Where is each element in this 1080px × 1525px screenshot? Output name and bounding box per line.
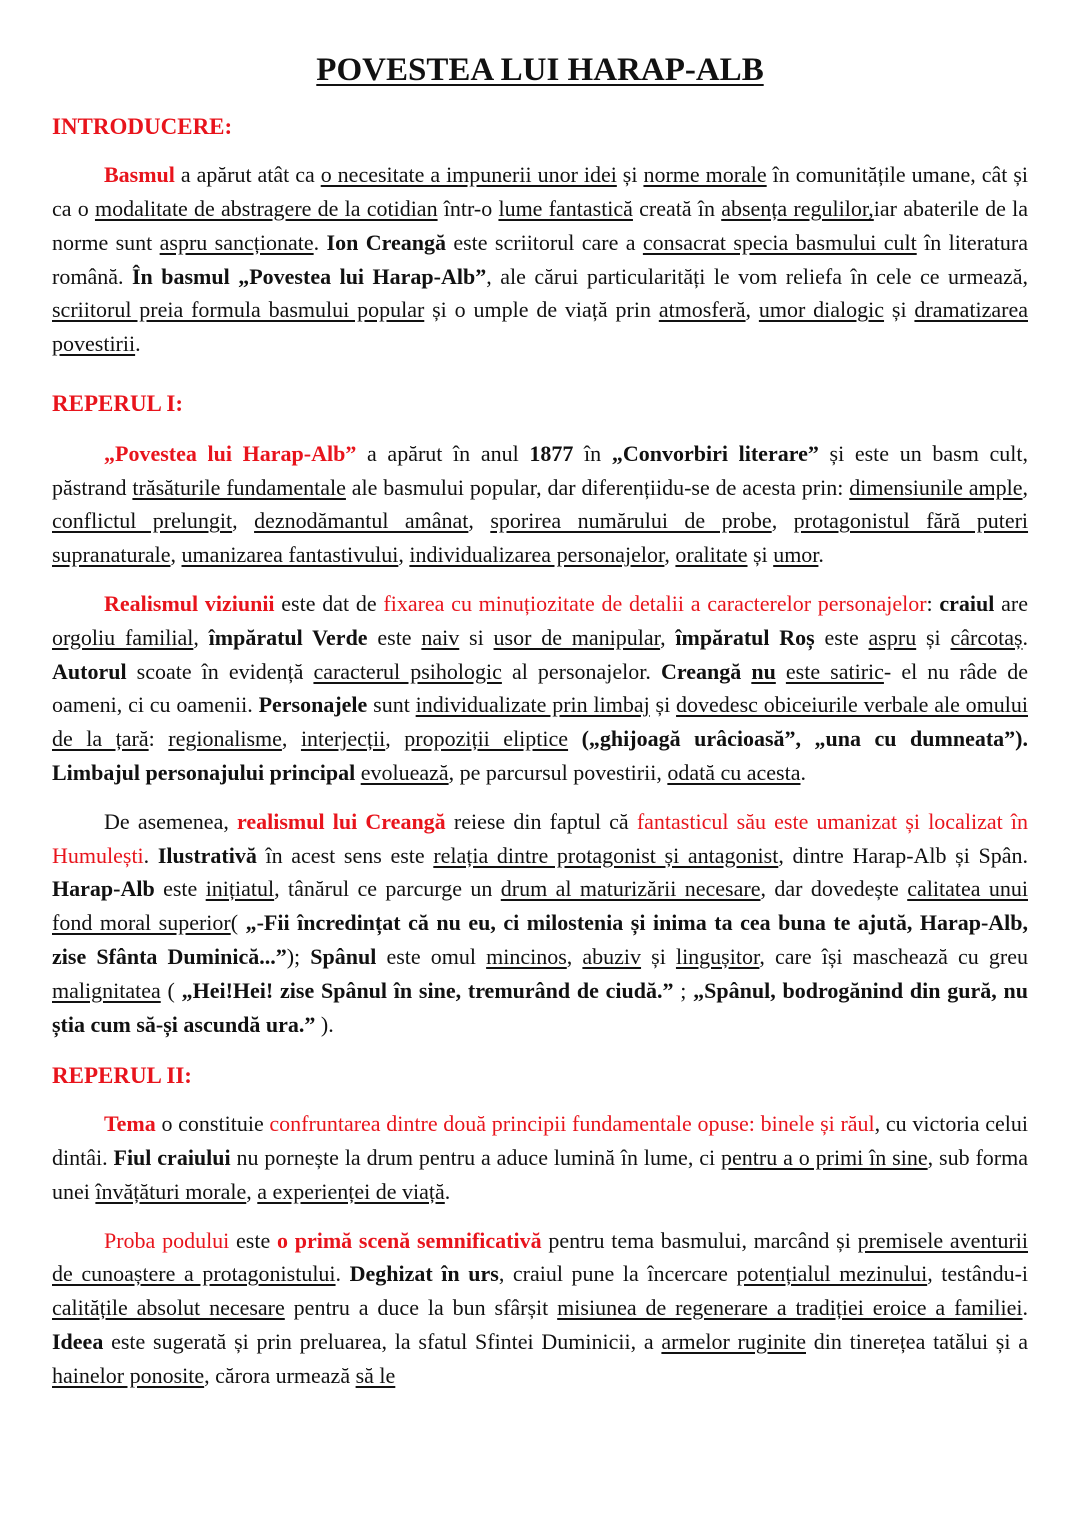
text-run: hainelor ponosite — [52, 1362, 205, 1388]
text-run: „Povestea lui Harap-Alb” — [104, 440, 357, 466]
text-run: Spânul — [310, 944, 377, 970]
text-run: lingușitor — [675, 944, 760, 970]
text-run: este — [154, 876, 206, 902]
text-run: , — [246, 1178, 258, 1204]
text-run: naiv — [421, 624, 460, 650]
text-run: Creangă — [660, 658, 742, 684]
text-run: („ghijoagă urâcioasă”, „una cu dumneata”). Limbajul personajului principal — [52, 726, 1028, 786]
text-run: usor de manipular — [493, 624, 661, 650]
text-run: , — [771, 508, 794, 534]
text-run: pentru a o primi în sine — [720, 1145, 928, 1171]
text-run: : — [926, 591, 940, 617]
text-run — [776, 659, 786, 684]
text-run: este sugerată și prin preluarea, la sfatul Sfintei Duminicii, a — [103, 1329, 662, 1355]
text-run: . — [135, 331, 141, 357]
text-run: atmosferă — [658, 297, 746, 323]
text-run: scriitorul preia formula basmului popular — [52, 297, 425, 323]
text-run: umor — [773, 542, 819, 568]
text-run: propoziții eliptice — [404, 726, 569, 752]
text-run: învățături morale — [95, 1178, 247, 1204]
text-run: nu — [751, 658, 776, 684]
text-run: a apărut în anul — [356, 440, 530, 466]
text-run: Realismul viziunii — [104, 591, 275, 617]
text-run: „Convorbiri literare” — [611, 440, 819, 466]
document-page — [52, 52, 1028, 1393]
text-run: este dat de — [274, 591, 384, 617]
text-run: drum al maturizării necesare — [500, 876, 761, 902]
paragraph-reperul-1-realism-creanga — [52, 805, 1028, 1042]
text-run: în comunitățile umane, cât și ca o — [52, 162, 1028, 221]
text-run: o primă scenă semnificativă — [276, 1227, 542, 1253]
text-run: și — [649, 692, 677, 718]
text-run: . — [800, 760, 806, 786]
text-run: , — [170, 542, 182, 568]
text-run: cârcotaș — [950, 624, 1023, 650]
text-run: Personajele — [258, 692, 368, 718]
text-run: are — [994, 591, 1028, 617]
text-run: , — [745, 297, 759, 323]
text-run: În basmul „Povestea lui Harap-Alb” — [131, 263, 487, 289]
text-run: evoluează — [360, 760, 449, 786]
text-run: ); — [286, 944, 311, 970]
text-run: o constituie — [155, 1111, 270, 1137]
text-run: împăratul Roș — [675, 624, 815, 650]
text-run: , dintre Harap-Alb și Spân. — [778, 842, 1029, 868]
text-run: este scriitorul care a — [445, 229, 643, 255]
text-run: interjecții — [300, 726, 386, 752]
text-run: lume fantastică — [498, 195, 633, 221]
text-run: în acest sens este — [256, 842, 434, 868]
text-run: individualizate prin limbaj — [415, 692, 650, 718]
text-run: Proba podului — [104, 1227, 230, 1253]
paragraph-introducere — [52, 158, 1028, 361]
text-run: Ideea — [52, 1329, 104, 1355]
text-run: în literatura română. — [52, 229, 1028, 289]
text-run: „-Fii încredințat că nu eu, ci milostenia și inima ta cea buna te ajută, Harap-Alb, zise Sfânta Duminică...” — [52, 910, 1029, 970]
text-run: : — [148, 726, 169, 752]
text-run: , — [398, 542, 410, 568]
text-run: scoate în evidență — [126, 658, 314, 684]
text-run: misiunea de regenerare a tradiției eroice a familiei — [557, 1295, 1023, 1321]
text-run: abuziv — [582, 944, 642, 970]
text-run: sporirea numărului de probe — [490, 508, 772, 534]
section-heading-introducere: INTRODUCERE: — [52, 114, 233, 140]
text-run: oralitate — [675, 542, 748, 568]
text-run: și — [616, 162, 644, 188]
text-run: ). — [315, 1011, 334, 1037]
text-run: confruntarea dintre două principii fundamentale opuse: binele și răul — [269, 1111, 875, 1137]
text-run: deznodămantul amânat — [254, 508, 469, 534]
text-run: iar abaterile de la norme sunt — [52, 195, 1029, 255]
text-run: într-o — [437, 195, 499, 221]
text-run: regionalisme — [168, 726, 282, 752]
text-run: și — [641, 944, 676, 970]
text-run: premisele aventurii de cunoaștere a protagonistului — [52, 1227, 1029, 1287]
text-run: realismul lui Creangă — [237, 808, 446, 834]
text-run: o necesitate a impunerii unor idei — [320, 162, 617, 188]
text-run: absența regulilor, — [721, 195, 874, 221]
text-run: Autorul — [52, 658, 127, 684]
text-run: a experienței de viață — [257, 1178, 445, 1204]
text-run: Ion Creangă — [326, 229, 446, 255]
text-run: Basmul — [104, 162, 175, 188]
text-run: reiese din faptul că — [445, 808, 637, 834]
text-run: umanizarea fantastivului — [181, 542, 399, 568]
text-run: din tinerețea tatălui și a — [806, 1329, 1028, 1355]
text-run — [741, 659, 751, 684]
text-run: calitățile absolut necesare — [52, 1295, 285, 1321]
text-run: norme morale — [643, 162, 767, 188]
text-run: , pe parcursul povestirii, — [448, 760, 668, 786]
text-run: consacrat specia basmului cult — [642, 229, 917, 255]
text-run: și — [747, 542, 774, 568]
text-run: este satiric — [785, 658, 884, 684]
text-run: - el nu râde de oameni, ci cu oamenii. — [52, 658, 1029, 718]
text-run: , craiul pune la încercare — [498, 1261, 737, 1287]
text-run: pentru a duce la bun sfârșit — [284, 1295, 558, 1321]
paragraph-reperul-2-tema — [52, 1107, 1028, 1208]
text-run: , — [193, 624, 209, 650]
paragraph-reperul-1-specie — [52, 437, 1028, 572]
text-run: să le — [355, 1362, 396, 1388]
text-run: mincinos — [486, 944, 567, 970]
text-run: , — [664, 542, 676, 568]
text-run: și — [916, 624, 951, 650]
text-run: umor dialogic — [758, 297, 885, 323]
section-heading-reperul-2: REPERUL II: — [52, 1063, 192, 1089]
text-run: ( — [160, 977, 182, 1003]
text-run: , tânărul ce parcurge un — [274, 876, 501, 902]
text-run: modalitate de abstragere de la cotidian — [94, 195, 438, 221]
text-run: . — [1022, 624, 1029, 650]
text-run: , — [660, 624, 676, 650]
text-run: dimensiunile ample — [849, 474, 1023, 500]
text-run: pentru tema basmului, marcând și — [541, 1227, 858, 1253]
text-run: nu pornește la drum pentru a aduce lumină în lume, ci — [230, 1145, 721, 1171]
text-run: „Hei!Hei! zise Spânul în sine, tremurând de ciudă.” — [181, 977, 674, 1003]
text-run: este omul — [376, 944, 487, 970]
text-run: , care își maschează cu greu — [759, 944, 1028, 970]
text-run: , dar dovedește — [760, 876, 908, 902]
text-run: , sub forma unei — [52, 1145, 1028, 1204]
text-run: Harap-Alb — [52, 876, 155, 902]
text-run: odată cu acesta — [667, 760, 801, 786]
text-run: . — [444, 1178, 451, 1204]
text-run: malignitatea — [52, 977, 161, 1003]
text-run: calitatea unui fond moral superior — [52, 876, 1028, 936]
text-run: individualizarea personajelor — [409, 542, 665, 568]
text-run: și o umple de viață prin — [424, 297, 659, 323]
text-run: , cărora urmează — [204, 1362, 356, 1388]
text-run: craiul — [939, 591, 995, 617]
section-heading-reperul-1: REPERUL I: — [52, 390, 183, 416]
text-run: , — [566, 944, 583, 970]
text-run: al personajelor. — [501, 658, 661, 684]
text-run: ( — [230, 910, 246, 936]
text-run: este — [229, 1227, 277, 1253]
text-run: dramatizarea povestirii — [52, 297, 1028, 357]
text-run: . — [143, 842, 158, 868]
text-run: , cu victoria celui dintâi. — [52, 1111, 1028, 1171]
text-run: . — [1022, 1295, 1029, 1321]
text-run: împăratul Verde — [208, 624, 368, 650]
text-run: Fiul craiului — [113, 1145, 231, 1171]
text-run: orgoliu familial — [52, 624, 194, 650]
text-run: aspru — [868, 624, 917, 650]
text-run: fixarea cu minuțiozitate de detalii a caracterelor personajelor — [383, 591, 927, 617]
text-run: . — [335, 1261, 350, 1287]
text-run: ; — [673, 977, 694, 1003]
text-run: 1877 — [529, 440, 574, 466]
text-run: si — [459, 624, 494, 650]
paragraph-reperul-2-proba-podului — [52, 1224, 1028, 1393]
text-run: potențialul mezinului — [736, 1261, 928, 1287]
text-run — [568, 726, 582, 751]
text-run: , — [385, 726, 405, 752]
text-run: , testându-i — [927, 1261, 1029, 1287]
text-run: , — [1022, 474, 1028, 500]
text-run: armelor ruginite — [661, 1329, 806, 1355]
text-run: , — [468, 508, 491, 534]
text-run: protagonistul fără puteri supranaturale — [52, 508, 1029, 568]
text-run: în — [573, 440, 612, 466]
text-run: ale basmului popular, dar diferențiidu-se de acesta prin: — [345, 474, 850, 500]
text-run: fantasticul său este umanizat și localizat în Humulești — [52, 808, 1028, 868]
text-run: Ilustrativă — [157, 842, 257, 868]
text-run: este — [367, 624, 422, 650]
text-run: aspru sancționate — [159, 229, 314, 255]
text-run: Tema — [104, 1111, 156, 1137]
text-run: , ale cărui particularități le vom reliefa în cele ce urmează, — [486, 263, 1028, 289]
paragraph-reperul-1-realism-viziune — [52, 587, 1028, 790]
text-run: caracterul psihologic — [313, 658, 502, 684]
text-run: trăsăturile fundamentale — [132, 474, 346, 500]
text-run: De asemenea, — [104, 808, 238, 834]
document-title: POVESTEA LUI HARAP-ALB — [316, 52, 764, 88]
text-run: și — [884, 297, 915, 323]
text-run: sunt — [367, 692, 416, 718]
text-run: , — [232, 508, 255, 534]
text-run: inițiatul — [205, 876, 275, 902]
text-run: dovedesc obiceiurile verbale ale omului de la țară — [52, 692, 1028, 752]
text-run: conflictul prelungit — [52, 508, 233, 534]
text-run: Deghizat în urs — [349, 1261, 499, 1287]
text-run: relația dintre protagonist și antagonist — [433, 842, 779, 868]
text-run: creată în — [632, 195, 722, 221]
text-run: a apărut atât ca — [174, 162, 321, 188]
text-run: , — [281, 726, 301, 752]
text-run: este — [814, 624, 869, 650]
text-run: „Spânul, bodrogănind din gură, nu știa cum să-și ascundă ura.” — [52, 977, 1029, 1037]
text-run: și este un basm cult, păstrand — [52, 440, 1028, 500]
text-run: . — [313, 229, 327, 255]
text-run: . — [818, 542, 824, 568]
